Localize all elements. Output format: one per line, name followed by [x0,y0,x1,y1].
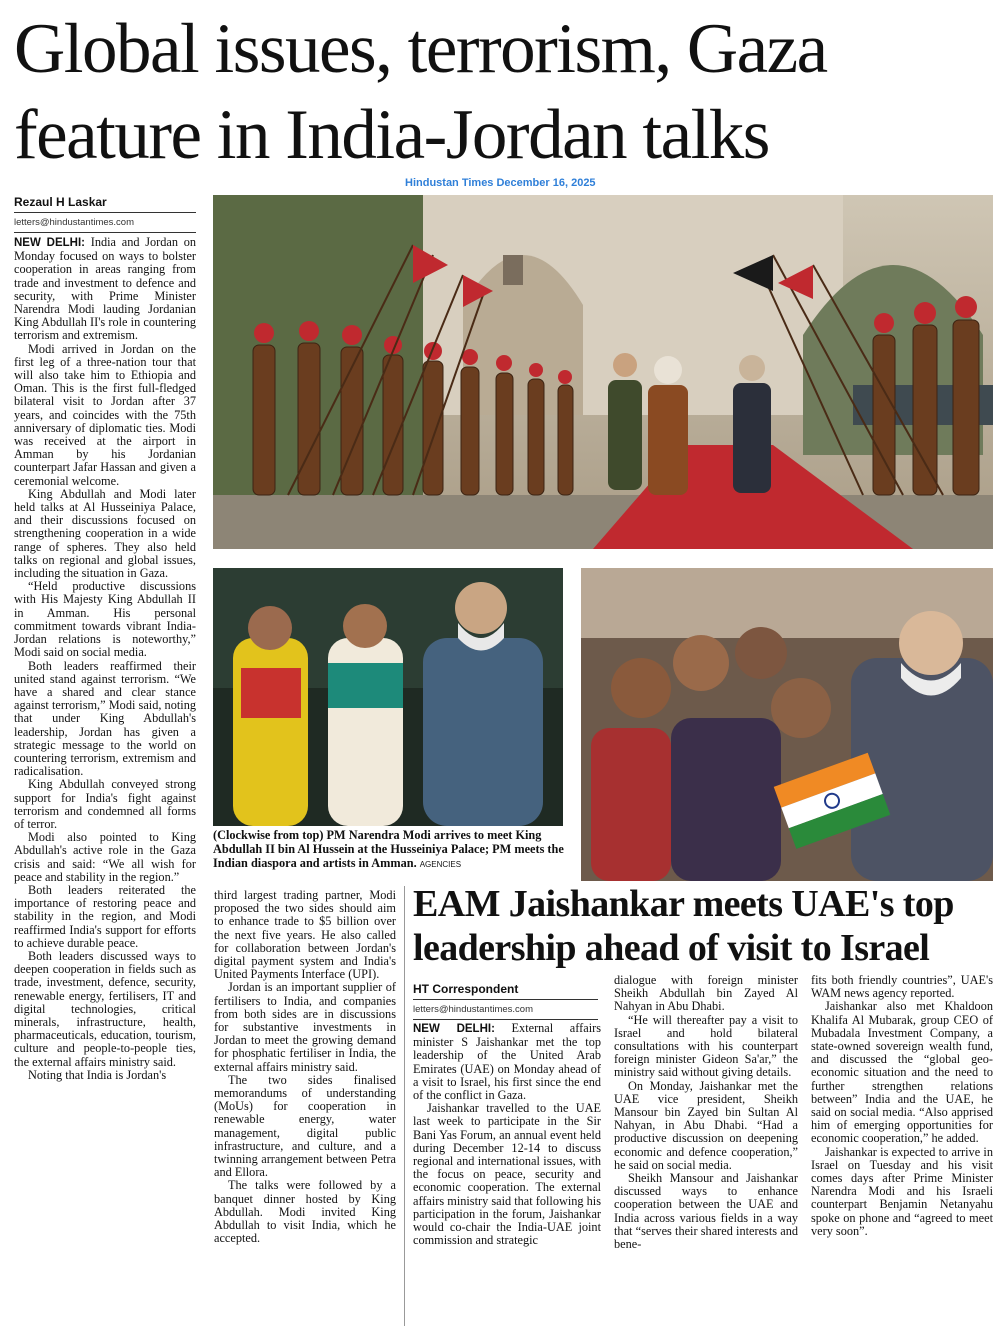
paragraph: The two sides finalised memorandums of understanding (MoUs) for cooperation in renewable energy, water management, digital public infrastructure, and culture, and a twinning arrangement between Petra and Ellora. [214,1072,396,1180]
paragraph: Sheikh Mansour and Jaishankar discussed ways to enhance cooperation between the UAE and India across various fields in a way that “serves their shared interests and bene- [614,1171,798,1252]
article-column-1 [14,236,196,1326]
artists-illustration [213,568,563,826]
guard-of-honour-photo [213,195,993,549]
dateline-lead: NEW DELHI: [14,237,86,249]
paragraph: “Held productive discussions with His Majesty King Abdullah II in Amman. His personal commitment towards vibrant India-Jordan relations is noteworthy,” Modi said on social media. [14,579,196,660]
paragraph: dialogue with foreign minister Sheikh Abdullah bin Zayed Al Nahyan in Abu Dhabi. [614,974,798,1014]
paragraph: King Abdullah conveyed strong support for India's fight against terrorism and condemned all forms of terror. [14,777,196,831]
paragraph: Both leaders discussed ways to deepen cooperation in fields such as trade, investment, defence, security, renewable energy, fertilisers, IT and digital technologies, critical minerals, infrastructure, health, pharmaceuticals, education, tourism, culture and people-to-people ties, the external affairs ministry said. [14,948,196,1069]
diaspora-illustration [581,568,993,881]
page-headline: Global issues, terrorism, Gaza feature in India-Jordan talks [14,10,827,174]
publication-dateline: Hindustan Times December 16, 2025 [405,177,596,189]
photo-caption [213,828,568,872]
article-column-3 [413,1022,601,1326]
paragraph: Noting that India is Jordan's [28,1067,167,1082]
guard-of-honour-illustration [213,195,993,549]
column-divider [404,886,405,1326]
caption-credit: AGENCIES [419,860,462,869]
paragraph: Both leaders reiterated the importance of restoring peace and stability in the region, and Modi reaffirmed India's support for efforts to achieve durable peace. [14,882,196,950]
secondary-byline [413,982,598,1020]
article-column-4 [614,974,798,1326]
paragraph: NEW DELHI: India and Jordan on Monday focused on ways to bolster cooperation in areas ranging from trade and investment to defence and security, with Prime Minister Narendra Modi lauding Jordanian King Abdullah II's role in countering terrorism and extremism. [14,236,196,343]
diaspora-photo [581,568,993,881]
paragraph: Both leaders reaffirmed their united stand against terrorism. “We have a shared and clear stance against terrorism,” Modi said, noting that under King Abdullah's leadership, Jordan has given a strategic message to the world on countering terrorism, extremism and radicalisation. [14,658,196,779]
caption-text: (Clockwise from top) PM Narendra Modi arrives to meet King Abdullah II bin Al Hussein at the Husseiniya Palace; PM meets the Indian diaspora and artists in Amman. [213,828,564,870]
author-name: Rezaul H Laskar [14,195,196,213]
paragraph: Modi arrived in Jordan on the first leg of a three-nation tour that will also take him to Ethiopia and Oman. This is the first full-fledged bilateral visit to Jordan after 37 years, and coincides with the 75th anniversary of diplomatic ties. Modi was received at the airport in Amman by his Jordanian counterpart Jafar Hassan and given a ceremonial welcome. [14,341,196,488]
paragraph: The talks were followed by a banquet dinner hosted by King Abdullah. Modi invited King Abdullah to visit India, which he accepted. [214,1178,396,1246]
paragraph: fits both friendly countries”, UAE's WAM news agency reported. [811,974,993,1001]
paragraph: Jaishankar also met Khaldoon Khalifa Al Mubarak, group CEO of Mubadala Investment Company, a state-owned sovereign wealth fund, and discussed the “global geo-economic situation and the need to further strengthen relations between” India and the UAE, he said on social media. “Also apprised him of emerging opportunities for economic cooperation,” he added. [811,999,993,1146]
paragraph: Jordan is an important supplier of fertilisers to India, and companies from both sides are in discussions for substantive investments in Jordan to meet the growing demand for phosphatic fertiliser in India, the external affairs ministry said. [214,980,396,1074]
paragraph: On Monday, Jaishankar met the UAE vice president, Sheikh Mansour bin Zayed bin Sultan Al Nahyan, in Abu Dhabi. “Had a productive discussion on deepening economic and defence cooperation,” he said on social media. [614,1078,798,1172]
paragraph: Jaishankar travelled to the UAE last week to participate in the Sir Bani Yas Forum, an annual event held during December 12-14 to discuss regional and international issues, with the focus on peace, security and economic cooperation. The external affairs ministry said that following his participation in the forum, Jaishankar would co-chair the India-UAE joint commission and strategic [413,1101,601,1248]
artists-photo [213,568,563,826]
paragraph: “He will thereafter pay a visit to Israel and hold bilateral consultations with his counterpart foreign minister Gideon Sa'ar,” the ministry said without giving details. [614,1012,798,1080]
byline [14,195,196,233]
paragraph: King Abdullah and Modi later held talks at Al Husseiniya Palace, and their discussions focused on strengthening cooperation in a wide range of spheres. They also held talks on regional and global issues, including the situation in Gaza. [14,486,196,581]
paragraph: Modi also pointed to King Abdullah's active role in the Gaza crisis and said: “We all wish for peace and stability in the region.” [14,830,196,884]
author-name: HT Correspondent [413,982,598,1000]
paragraph: NEW DELHI: External affairs minister S Jaishankar met the top leadership of the United Arab Emirates (UAE) on Monday ahead of a visit to Israel, his first since the end of the conflict in Gaza. [413,1022,601,1103]
secondary-headline: EAM Jaishankar meets UAE's top leadership ahead of visit to Israel [413,883,954,969]
author-email: letters@hindustantimes.com [14,217,196,233]
dateline-lead: NEW DELHI: [413,1023,495,1035]
author-email: letters@hindustantimes.com [413,1004,598,1020]
paragraph: third largest trading partner, Modi proposed the two sides should aim to enhance trade to $5 billion over the next five years. He also called for collaboration between Jordan's digital payment system and India's United Payments Interface (UPI). [214,889,396,982]
article-column-2 [214,889,396,1326]
article-column-5 [811,974,993,1326]
paragraph: Jaishankar is expected to arrive in Israel on Tuesday and his visit comes days after Prime Minister Narendra Modi and his Israeli counterpart Benjamin Netanyahu spoke on phone and “agreed to meet very soon”. [811,1144,993,1238]
